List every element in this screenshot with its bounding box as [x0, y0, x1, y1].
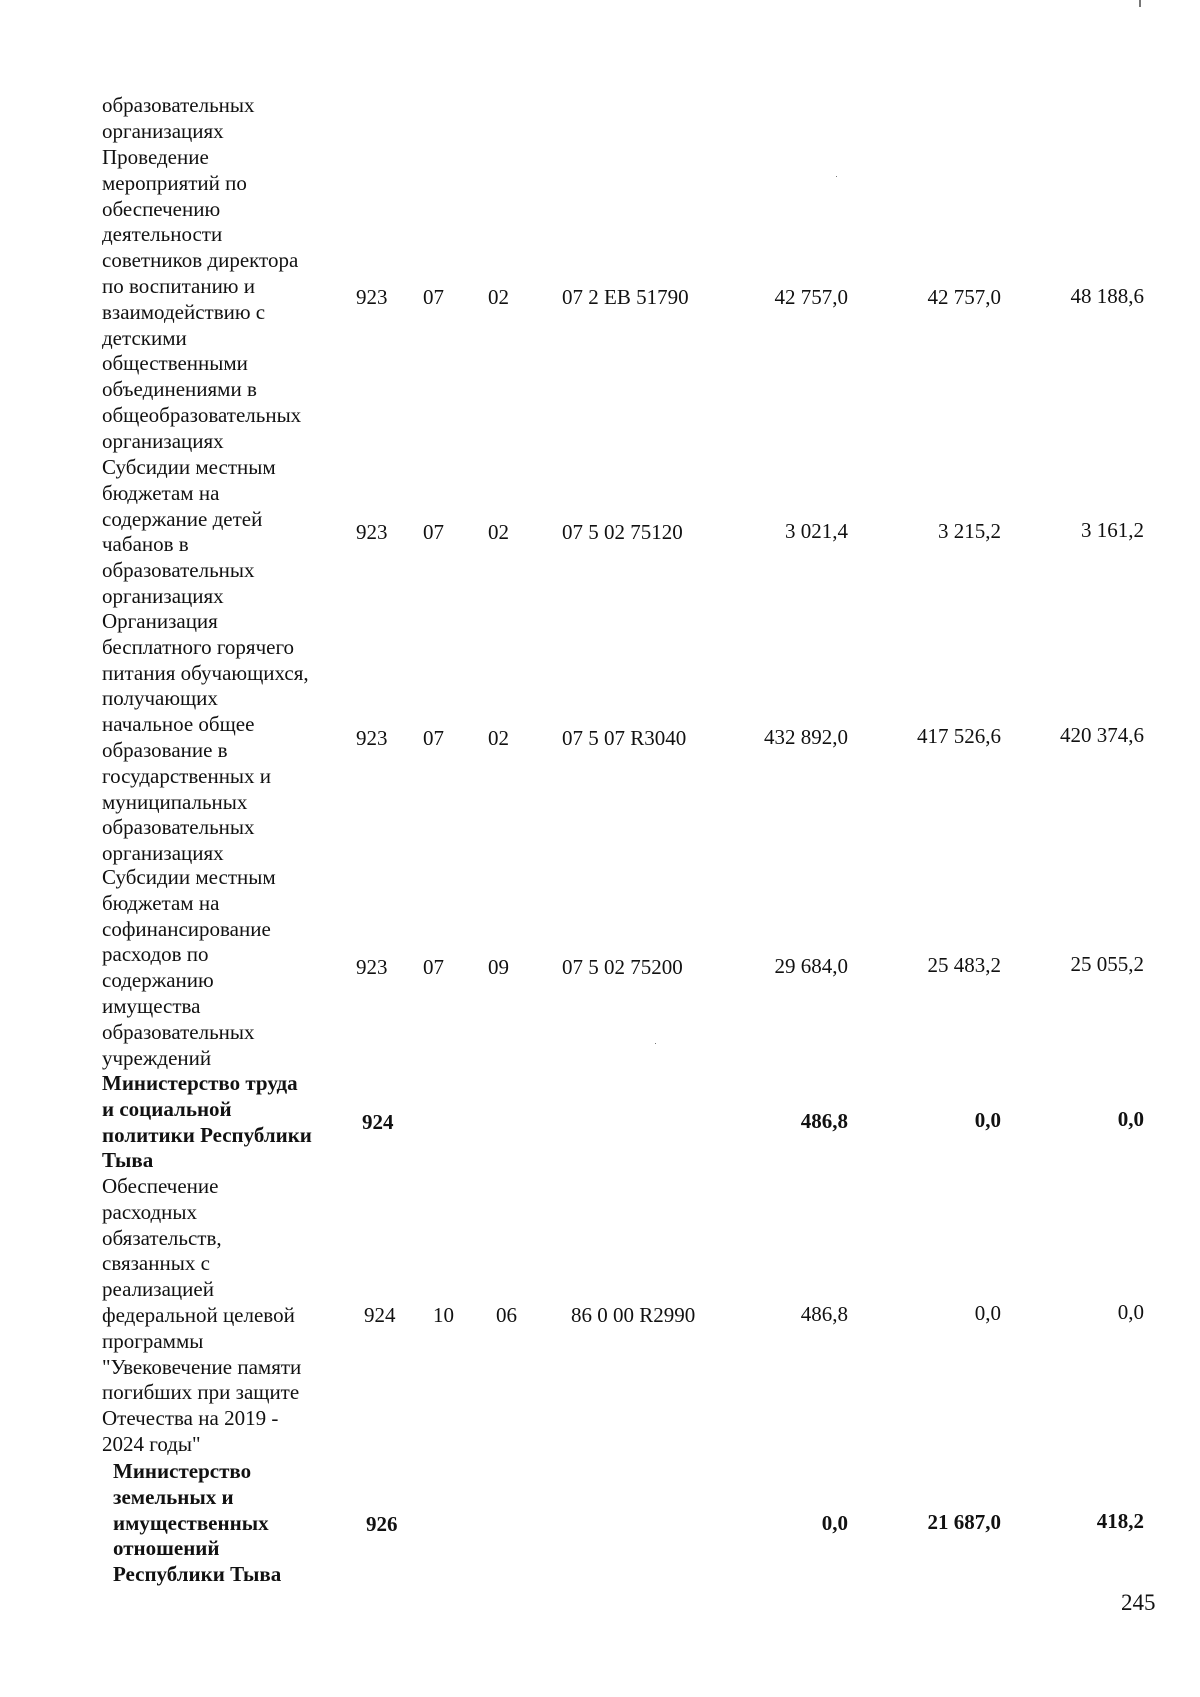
amount-col-3: 0,0: [1117, 1107, 1144, 1131]
section-code: 10: [433, 1303, 454, 1327]
grbs-code: 923: [356, 955, 388, 979]
amount-col-1: 432 892,0: [764, 725, 848, 749]
amount-col-1: 0,0: [821, 1511, 848, 1535]
row-name: Организация бесплатного горячего питания обучающихся, получающих начальное общее образование в государственных и муниципальных образовательных организациях: [102, 609, 309, 866]
target-article-code: 07 5 02 75120: [562, 520, 683, 544]
grbs-code: 924: [364, 1303, 396, 1327]
target-article-code: 86 0 00 R2990: [571, 1303, 696, 1327]
amount-col-3: 48 188,6: [1070, 284, 1144, 308]
row-name: образовательных организациях: [102, 93, 255, 143]
row-name: Проведение мероприятий по обеспечению деятельности советников директора по воспитанию и взаимодействию с детскими общественными объединениями в общеобразовательных организациях: [102, 145, 302, 453]
row-name: Министерство труда и социальной политики Республики Тыва: [102, 1071, 312, 1173]
amount-col-2: 0,0: [974, 1301, 1001, 1325]
amount-col-1: 486,8: [800, 1302, 848, 1326]
row-name: Субсидии местным бюджетам на софинансирование расходов по содержанию имущества образовательных учреждений: [102, 865, 276, 1070]
grbs-code: 923: [356, 520, 388, 544]
amount-col-1: 486,8: [800, 1109, 848, 1133]
amount-col-3: 420 374,6: [1060, 723, 1144, 747]
amount-col-1: 3 021,4: [785, 519, 848, 543]
grbs-code: 923: [356, 726, 388, 750]
subsection-code: 02: [488, 285, 509, 309]
target-article-code: 07 5 07 R3040: [562, 726, 687, 750]
grbs-code: 924: [362, 1110, 394, 1134]
scan-mark: [836, 176, 837, 177]
target-article-code: 07 5 02 75200: [562, 955, 683, 979]
amount-col-2: 417 526,6: [917, 724, 1001, 748]
scan-mark: [1139, 0, 1141, 7]
amount-col-3: 3 161,2: [1081, 518, 1144, 542]
amount-col-2: 25 483,2: [927, 953, 1001, 977]
scan-mark: [655, 1043, 656, 1044]
amount-col-2: 0,0: [974, 1108, 1001, 1132]
amount-col-2: 42 757,0: [927, 285, 1001, 309]
grbs-code: 926: [366, 1512, 398, 1536]
page-number: 245: [1121, 1590, 1156, 1615]
amount-col-3: 0,0: [1117, 1300, 1144, 1324]
grbs-code: 923: [356, 285, 388, 309]
subsection-code: 09: [488, 955, 509, 979]
amount-col-1: 42 757,0: [774, 285, 848, 309]
subsection-code: 06: [496, 1303, 517, 1327]
section-code: 07: [423, 726, 444, 750]
section-code: 07: [423, 520, 444, 544]
target-article-code: 07 2 EB 51790: [562, 285, 689, 309]
row-name: Министерство земельных и имущественных отношений Республики Тыва: [113, 1459, 282, 1587]
subsection-code: 02: [488, 520, 509, 544]
section-code: 07: [423, 285, 444, 309]
row-name: Обеспечение расходных обязательств, связанных с реализацией федеральной целевой программы "Увековечение памяти погибших при защите Отечества на 2019 - 2024 годы": [102, 1174, 302, 1456]
row-name: Субсидии местным бюджетам на содержание детей чабанов в образовательных организациях: [102, 455, 276, 608]
amount-col-3: 418,2: [1096, 1509, 1144, 1533]
amount-col-1: 29 684,0: [774, 954, 848, 978]
section-code: 07: [423, 955, 444, 979]
amount-col-3: 25 055,2: [1070, 952, 1144, 976]
amount-col-2: 3 215,2: [938, 519, 1001, 543]
amount-col-2: 21 687,0: [927, 1510, 1001, 1534]
subsection-code: 02: [488, 726, 509, 750]
